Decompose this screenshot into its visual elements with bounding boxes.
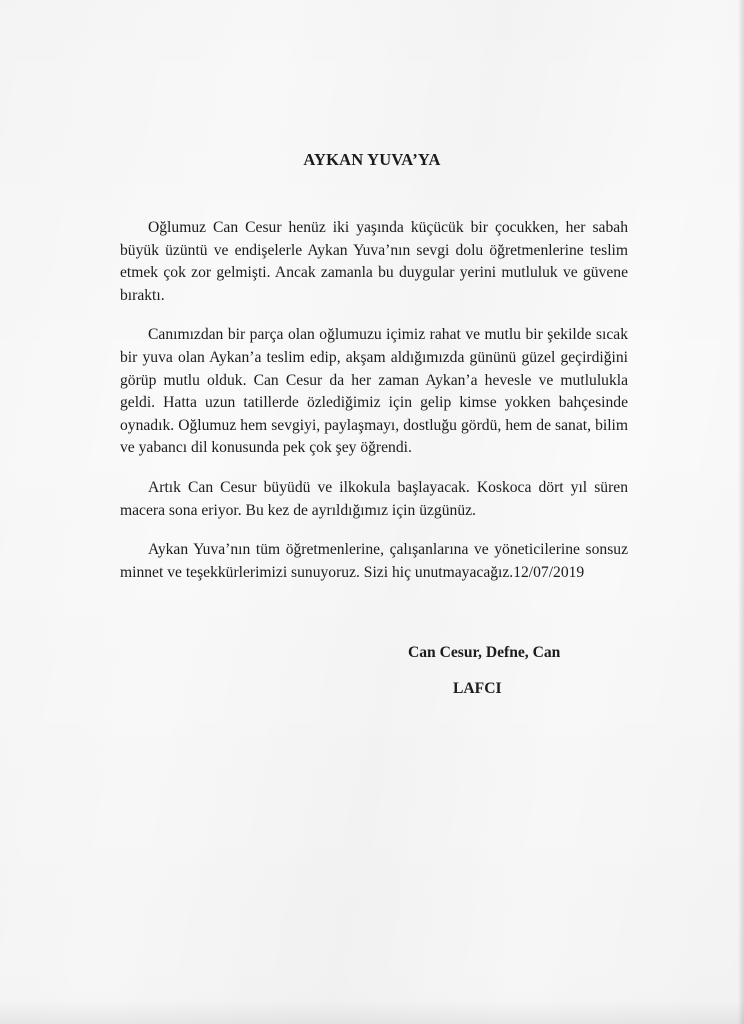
paper-bottom-shadow <box>0 1000 744 1024</box>
letter-body <box>120 217 628 601</box>
paragraph-3: Artık Can Cesur büyüdü ve ilkokula başlayacak. Koskoca dört yıl süren macera sona eriyor. Bu kez de ayrıldığımız için üzgünüz. <box>120 478 628 519</box>
paragraph-4: Aykan Yuva’nın tüm öğretmenlerine, çalışanlarına ve yöneticilerine sonsuz minnet ve teşekkürlerimizi sunuyoruz. Sizi hiç unutmayacağız.12/07/2019 <box>120 541 628 581</box>
signature-names: Can Cesur, Defne, Can <box>408 644 561 661</box>
signature-surname: LAFCI <box>453 680 502 697</box>
paragraph-1: Oğlumuz Can Cesur henüz iki yaşında küçücük bir çocukken, her sabah büyük üzüntü ve endişelerle Aykan Yuva’nın sevgi dolu öğretmenlerine teslim etmek çok zor gelmişti. Ancak zamanla bu duygular yerini mutluluk ve güvene bıraktı. <box>120 219 628 304</box>
letter-title: AYKAN YUVA’YA <box>303 150 441 169</box>
paragraph-2: Canımızdan bir parça olan oğlumuzu içimiz rahat ve mutlu bir şekilde sıcak bir yuva olan Aykan’a teslim edip, akşam aldığımızda gününü güzel geçirdiğini görüp mutlu olduk. Can Cesur da her zaman Aykan’a hevesle ve mutlulukla geldi. Hatta uzun tatillerde özlediğimiz için gelip kimse yokken bahçesinde oynadık. Oğlumuz hem sevgiyi, paylaşmayı, dostluğu gördü, hem de sanat, bilim ve yabancı dil konusunda pek çok şey öğrendi. <box>120 326 628 457</box>
